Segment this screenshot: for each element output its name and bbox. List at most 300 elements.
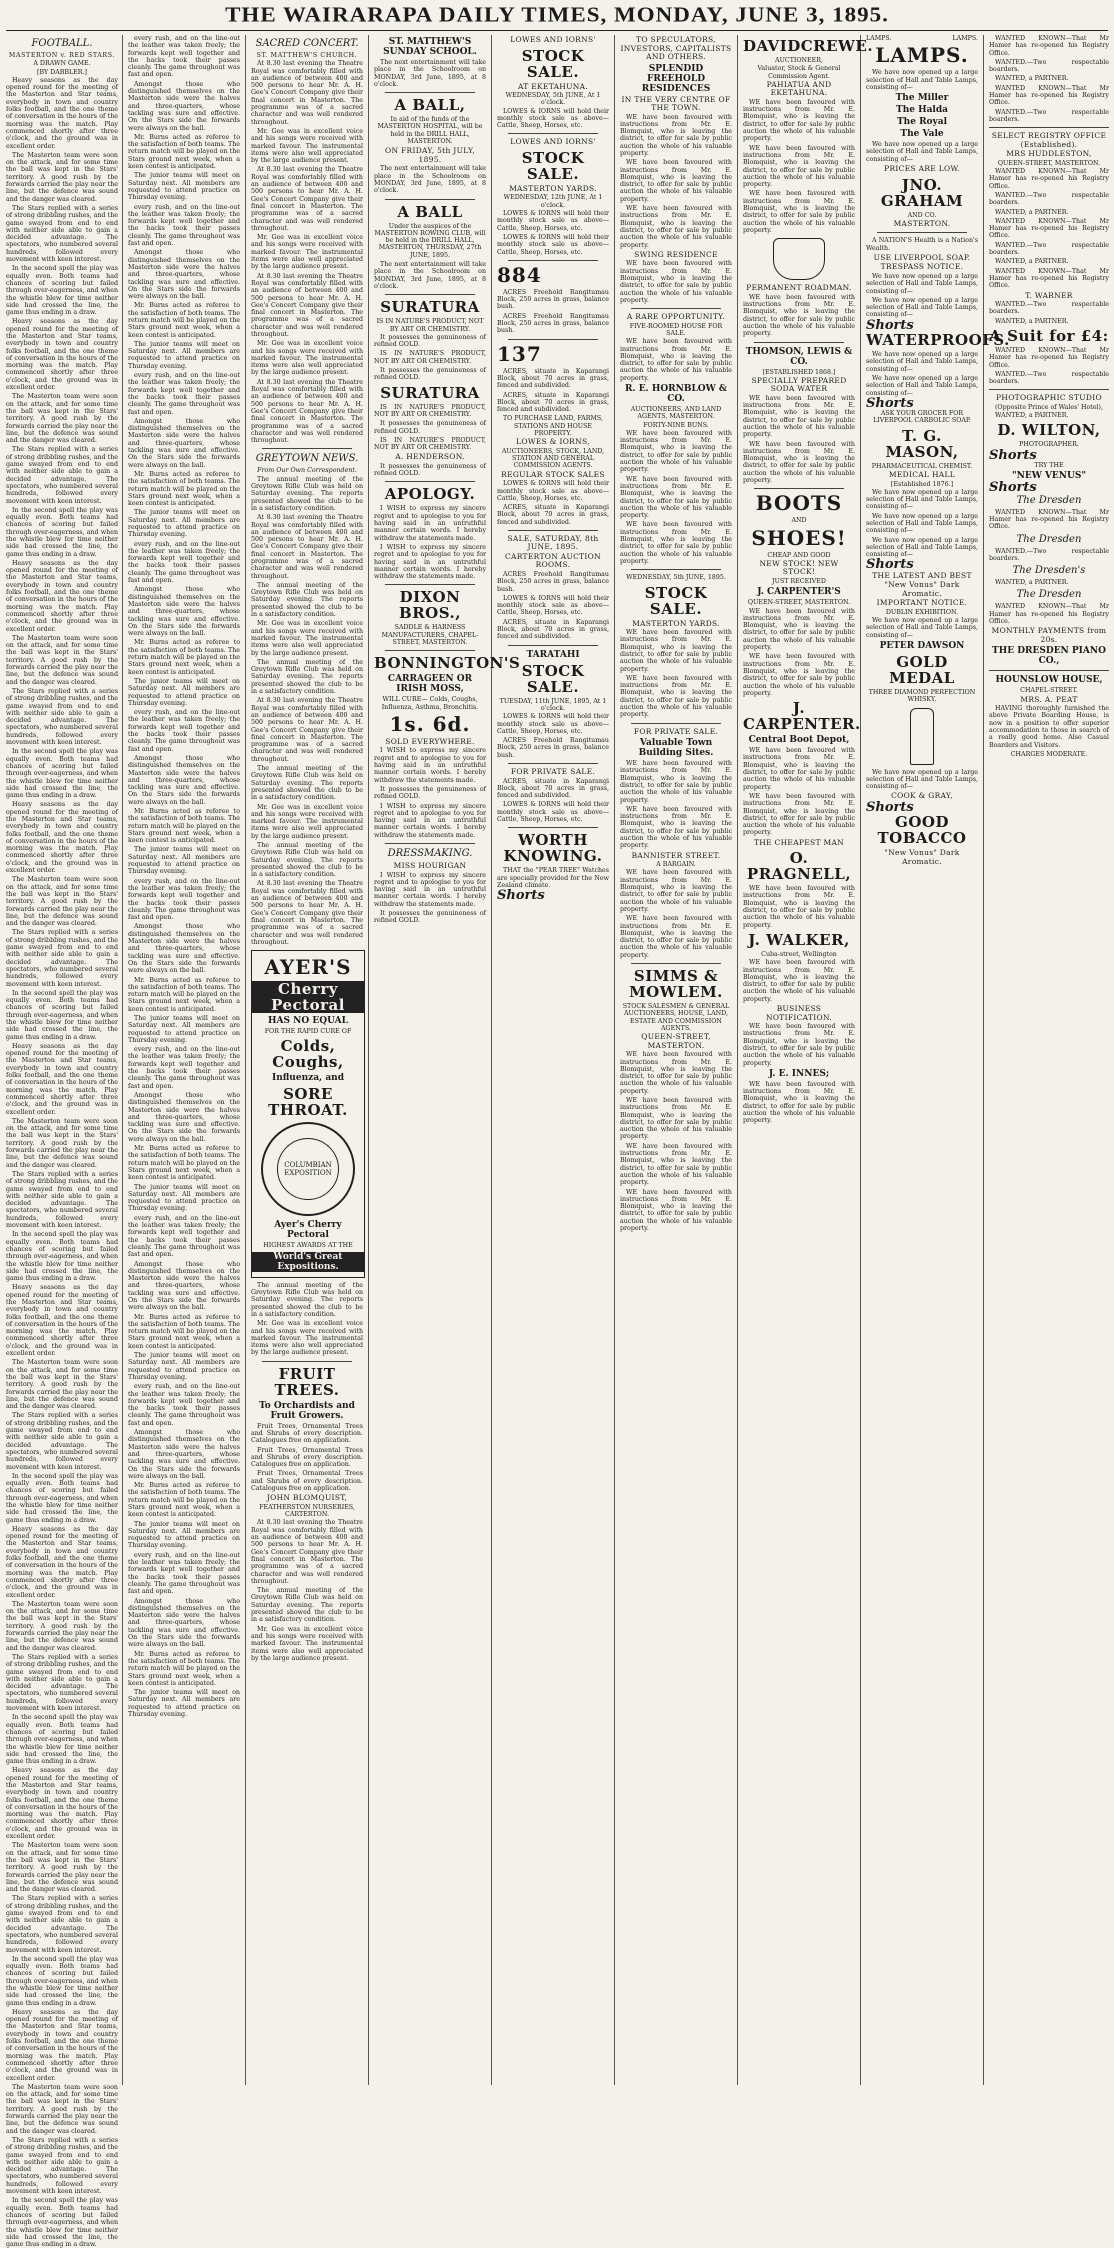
article-paragraph: It possesses the genuineness of refined GOLD. bbox=[374, 785, 486, 801]
article-paragraph: The junior teams will meet on Saturday next. All members are requested to attend practice on Thursday evening. bbox=[128, 846, 240, 876]
fruit-body: Fruit Trees, Ornamental Trees and Shrubs of every description. Catalogues free on application. bbox=[251, 1422, 363, 1445]
article-paragraph: Mr. Burns acted as referee to the satisfaction of both teams. The return match will be played on the Stars ground next week, when a keen contest is anticipated. bbox=[128, 133, 240, 171]
article-paragraph: Amongst those who distinguished themselves on the Masterton side were the halves and three-quarters, whose tackling was sure and effective. On the Stars side the forwards were always on the ball. bbox=[128, 80, 240, 132]
article-paragraph: every rush, and on the line-out the leather was taken freely; the forwards kept well together and the backs took their passes cleanly. The game throughout was fast and open. bbox=[128, 1214, 240, 1259]
soap-tag: USE LIVERPOOL SOAP. bbox=[873, 252, 971, 262]
wanted-ad: WANTED, a PARTNER. bbox=[995, 579, 1069, 587]
article-paragraph: In the second spell the play was equally even. Both teams had chances of scoring but failed through over-eagerness, and when the whistle blew for time neither side had crossed the line, the game thus ending in a draw. bbox=[6, 989, 118, 1041]
good-tobacco: GOOD TOBACCO bbox=[877, 813, 967, 848]
coat-of-arms-icon bbox=[773, 238, 825, 280]
article-paragraph: WE have been favoured with instructions from Mr. E. Blomquist, who is leaving the district, to offer for sale by public auction the whole of his valuable property. bbox=[743, 885, 855, 929]
article-paragraph: Heavy seasons as the day opened round for the meeting of the Masterton and Star teams, everybody in town and country folks football, and the one theme of conversation in the hours of the morning was the match. Play commenced shortly after three o'clock, and the ground was in excellent order. bbox=[6, 559, 118, 633]
mason-heading: T. G. MASON, bbox=[885, 426, 959, 461]
article-paragraph: Mr. Burns acted as referee to the satisfaction of both teams. The return match will be played on the Stars ground next week, when a keen contest is anticipated. bbox=[128, 1650, 240, 1687]
divider bbox=[508, 133, 598, 134]
wilton-heading: D. WILTON, bbox=[997, 421, 1101, 440]
health-body: We have now opened up a large selection of Hall and Table Lamps, consisting of— bbox=[866, 272, 978, 295]
article-paragraph: The Stars replied with a series of strong dribbling rushes, and the game swayed from end to end with neither side able to gain a decided advantage. The spectators, who numbered several hundreds, followed every movement with keen interest. bbox=[6, 1170, 118, 1230]
health-body: We have now opened up a large selection of Hall and Table Lamps, consisting of— bbox=[866, 768, 978, 791]
divider bbox=[508, 339, 598, 340]
suratura-heading: SURATURA bbox=[380, 298, 480, 317]
lamps-label: LAMPS. bbox=[952, 35, 978, 42]
graham-heading: JNO. GRAHAM bbox=[880, 175, 964, 210]
apology-body: I WISH to express my sincere regret and to apologise to you for having said in an untruthful manner certain words. I hereby withdraw the statements made. bbox=[374, 505, 486, 542]
lamp-royal: The Royal bbox=[896, 117, 948, 128]
apology-body: I WISH to express my sincere regret and to apologise to you for having said in an untruthful manner certain words. I hereby withdraw the statements made. bbox=[374, 543, 486, 581]
divider bbox=[631, 963, 721, 964]
ayer-title: AYER'S bbox=[264, 955, 352, 980]
splendid-heading: SPLENDID FREEHOLD RESIDENCES bbox=[641, 63, 711, 94]
photo-sub: (Opposite Prince of Wales' Hotel), bbox=[994, 403, 1104, 411]
article-paragraph: The annual meeting of the Greytown Rifle Club was held on Saturday evening. The reports presented showed the club to be in a satisfactory condition. bbox=[251, 765, 363, 802]
peat-body: HAVING thoroughly furnished the above Private Boarding House, is now in a position to offer superior accommodation to those in search of a really good home. Also Casual Boarders and Visitors. bbox=[989, 705, 1109, 749]
article-paragraph: The Stars replied with a series of strong dribbling rushes, and the game swayed from end to end with neither side able to gain a decided advantage. The spectators, who numbered several hundreds, followed every movement with keen interest. bbox=[6, 1412, 118, 1471]
article-paragraph: WE have been favoured with instructions from Mr. E. Blomquist, who is leaving the district, to offer for sale by public auction the whole of his valuable property. bbox=[743, 293, 855, 338]
carpenter-name: J. CARPENTER. bbox=[743, 699, 861, 734]
stock-sale-body: LOWES & IORNS will hold their monthly stock sale as above— Cattle, Sheep, Horses, etc. bbox=[497, 801, 609, 824]
health-body: We have now opened up a large selection of Hall and Table Lamps, consisting of— bbox=[866, 536, 978, 559]
article-paragraph: I WISH to express my sincere regret and to apologise to you for having said in an untruthful manner certain words. I hereby withdraw the statements made. bbox=[374, 871, 486, 908]
dressmaking-name: MISS HOURIGAN bbox=[393, 861, 467, 870]
trespass-notice: TRESPASS NOTICE. bbox=[880, 262, 964, 272]
divider bbox=[262, 448, 352, 449]
speculators-body: WE have been favoured with instructions from Mr. E. Blomquist, who is leaving the district, to offer for sale by public auction the whole of his valuable property. bbox=[620, 674, 732, 719]
stock-sale-body: ACRES Freehold Rangitumau Block, 250 acres in grass, balance bush. bbox=[497, 570, 609, 593]
article-paragraph: The junior teams will meet on Saturday next. All members are requested to attend practice on Thursday evening. bbox=[128, 1183, 240, 1213]
wanted-ad: WANTED KNOWN—That Mr Hamer has re-opened his Registry Office. bbox=[989, 346, 1109, 369]
article-paragraph: The Masterton team were soon on the attack, and for some time the ball was kept in the Stars' territory. A good rush by the forwards carried the play near the line, but the defence was sound and the danger was cleared. bbox=[6, 1359, 118, 1411]
carterton-rooms: CARTERTON AUCTION ROOMS. bbox=[504, 551, 601, 570]
article-paragraph: The junior teams will meet on Saturday next. All members are requested to attend practice on Thursday evening. bbox=[128, 509, 240, 539]
business-notification: BUSINESS NOTIFICATION. bbox=[765, 1004, 833, 1022]
stock-sale-body: ACRES, situate in Kaparangi Block, about 70 acres in grass, fenced and subdivided. bbox=[497, 504, 609, 526]
article-paragraph: The annual meeting of the Greytown Rifle Club was held on Saturday evening. The reports presented showed the club to be in a satisfactory condition. bbox=[251, 475, 363, 512]
article-paragraph: every rush, and on the line-out the leather was taken freely; the forwards kept well together and the backs took their passes cleanly. The game throughout was fast and open. bbox=[128, 709, 240, 753]
article-paragraph: The Stars replied with a series of strong dribbling rushes, and the game swayed from end to end with neither side able to gain a decided advantage. The spectators, who numbered several hundreds, followed every movement with keen interest. bbox=[6, 1895, 118, 1954]
column-5 bbox=[497, 35, 609, 2085]
article-paragraph: Amongst those who distinguished themselves on the Masterton side were the halves and three-quarters, whose tackling was sure and effective. On the Stars side the forwards were always on the ball. bbox=[128, 417, 240, 469]
ball-heading: A BALL, bbox=[394, 96, 466, 115]
speculators-body: WE have been favoured with instructions from Mr. E. Blomquist, who is leaving the district, to offer for sale by public auction the whole of his valuable property. bbox=[620, 915, 732, 959]
article-paragraph: At 8.30 last evening the Theatre Royal was comfortably filled with an audience of between 400 and 500 persons to hear Mr. A. H. Gee's Concert Company give their final concert in Masterton. The programme was of a sacred character and was well rendered throughout. bbox=[251, 880, 363, 946]
column-rule bbox=[860, 35, 861, 2085]
article-paragraph: WE have been favoured with instructions from Mr. E. Blomquist, who is leaving the district, to offer for sale by public auction the whole of his valuable property. bbox=[743, 792, 855, 837]
article-paragraph: The annual meeting of the Greytown Rifle Club was held on Saturday evening. The reports presented showed the club to be in a satisfactory condition. bbox=[251, 658, 363, 696]
fruit-heading: FRUIT TREES. bbox=[274, 1364, 340, 1399]
graham-sub: AND CO. bbox=[907, 211, 937, 219]
hornblow-sub: AUCTIONEERS, AND LAND AGENTS, MASTERTON. bbox=[630, 406, 722, 421]
speculators-body: WE have been favoured with instructions from Mr. E. Blomquist, who is leaving the district, to offer for sale by public auction the whole of his valuable property. bbox=[620, 159, 732, 203]
hounslow-heading: HOUNSLOW HOUSE, bbox=[995, 675, 1103, 686]
medical-hall: MEDICAL HALL bbox=[888, 470, 956, 480]
shorts-logo: Shorts bbox=[866, 557, 914, 573]
lamps-body: We have now opened up a large selection of Hall and Table Lamps, consisting of— bbox=[866, 141, 978, 163]
divider bbox=[508, 645, 598, 646]
article-paragraph: Mr. Gee was in excellent voice and his songs were received with marked favour. The instrumental items were also well appreciated by the large audience present. bbox=[251, 620, 363, 657]
walker-heading: J. WALKER, bbox=[748, 930, 850, 949]
latest-best: THE LATEST AND BEST bbox=[872, 570, 972, 580]
bonnington-heading: BONNINGTON'S bbox=[374, 654, 521, 673]
football-byline: [BY DABBLER.] bbox=[37, 68, 87, 76]
divider bbox=[385, 584, 475, 585]
article-paragraph: Amongst those who distinguished themselves on the Masterton side were the halves and three-quarters, whose tackling was sure and effective. On the Stars side the forwards were always on the ball. bbox=[128, 1260, 240, 1312]
dixon-sub: SADDLE & HARNESS MANUFACTURERS, CHAPEL-STREET, MASTERTON. bbox=[381, 624, 479, 647]
dixon-heading: DIXON BROS., bbox=[399, 588, 461, 623]
article-paragraph: Mr. Gee was in excellent voice and his songs were received with marked favour. The instrumental items were also well appreciated by the large audience present. bbox=[251, 1320, 363, 1357]
article-paragraph: WE have been favoured with instructions from Mr. E. Blomquist, who is leaving the district, to offer for sale by public auction the whole of his valuable property. bbox=[743, 190, 855, 234]
gold-medal: GOLD MEDAL bbox=[889, 652, 955, 687]
stock-date: WEDNESDAY, 5th JUNE, 1895. bbox=[626, 574, 726, 582]
bargain: A BARGAIN. bbox=[656, 861, 696, 869]
dresden: The Dresden bbox=[1016, 589, 1082, 601]
acres-body: ACRES Freehold Rangitumau Block, 250 acres in grass, balance bush. bbox=[497, 312, 609, 335]
dawson-heading: PETER DAWSON bbox=[879, 640, 965, 651]
boots-and: AND bbox=[791, 517, 807, 525]
article-paragraph: Heavy seasons as the day opened round for the meeting of the Masterton and Star teams, everybody in town and country folks football, and the one theme of conversation in the hours of the morning was the match. Play commenced shortly after three o'clock, and the ground was in excellent order. bbox=[6, 2008, 118, 2082]
hounslow-sub: CHAPEL-STREET. bbox=[1020, 687, 1078, 695]
divider bbox=[385, 92, 475, 93]
divider bbox=[754, 488, 844, 489]
stock-sale-heading: STOCK SALE. bbox=[521, 46, 585, 81]
article-paragraph: Heavy seasons as the day opened round for the meeting of the Masterton and Star teams, everybody in town and country folks football, and the one theme of conversation in the hours of the morning was the match. Play commenced shortly after three o'clock, and the ground was in excellent order. bbox=[6, 76, 118, 150]
sunday-school-body: The next entertainment will take place in the Schoolroom on MONDAY, 3rd June, 1895, at 8 o'clock. bbox=[374, 59, 486, 88]
speculators-body: WE have been favoured with instructions from Mr. E. Blomquist, who is leaving the district, to offer for sale by public auction the whole of his valuable property. bbox=[620, 521, 732, 565]
article-paragraph: The annual meeting of the Greytown Rifle Club was held on Saturday evening. The reports presented showed the club to be in a satisfactory condition. bbox=[251, 1281, 363, 1318]
stock-sale-body: LOWES & IORNS will hold their monthly stock sale as above— Cattle, Sheep, Horses, etc. bbox=[497, 480, 609, 502]
wanted-ad: WANTED KNOWN—That Mr Hamer has re-opened his Registry Office. bbox=[989, 217, 1109, 240]
stock-sale-body: LOWES & IORNS will hold their monthly stock sale as above— Cattle, Sheep, Horses, etc. bbox=[497, 713, 609, 735]
stock-sale-heading: STOCK SALE. bbox=[644, 583, 708, 618]
article-paragraph: Heavy seasons as the day opened round for the meeting of the Masterton and Star teams, everybody in town and country folks football, and the one theme of conversation in the hours of the morning was the match. Play commenced shortly after three o'clock, and the ground was in excellent order. bbox=[6, 1284, 118, 1358]
try-the: TRY THE bbox=[1034, 462, 1064, 470]
dresden-co: THE DRESDEN PIANO CO., bbox=[992, 646, 1106, 667]
health-body: A NATION'S Health is a Nation's Wealth. bbox=[866, 237, 978, 252]
speculators-body: WE have been favoured with instructions from Mr. E. Blomquist, who is leaving the district, to offer for sale by public auction the whole of his valuable property. bbox=[620, 805, 732, 850]
article-paragraph: Mr. Gee was in excellent voice and his songs were received with marked favour. The instrumental items were also well appreciated by the large audience present. bbox=[251, 1625, 363, 1662]
article-paragraph: WE have been favoured with instructions from Mr. E. Blomquist, who is leaving the district, to offer for sale by public auction the whole of his valuable property. bbox=[743, 98, 855, 143]
article-paragraph: Heavy seasons as the day opened round for the meeting of the Masterton and Star teams, everybody in town and country folks football, and the one theme of conversation in the hours of the morning was the match. Play commenced shortly after three o'clock, and the ground was in excellent order. bbox=[6, 1767, 118, 1841]
article-paragraph: Mr. Gee was in excellent voice and his songs were received with marked favour. The instrumental items were also well appreciated by the large audience present. bbox=[251, 340, 363, 377]
wanted-ad: WANTED, a PARTNER. bbox=[995, 75, 1069, 83]
article-paragraph: every rush, and on the line-out the leather was taken freely; the forwards kept well together and the backs took their passes cleanly. The game throughout was fast and open. bbox=[128, 203, 240, 248]
greytown-sub: From Our Own Correspondent. bbox=[257, 467, 357, 475]
article-paragraph: At 8.30 last evening the Theatre Royal was comfortably filled with an audience of between 400 and 500 persons to hear Mr. A. H. Gee's Concert Company give their final concert in Masterton. The programme was of a sacred character and was well rendered throughout. bbox=[251, 1519, 363, 1585]
stock-sale-body: ACRES Freehold Rangitumau Block, 250 acres in grass, balance bush. bbox=[497, 737, 609, 759]
wanted-ad: WANTED, a PARTNER. bbox=[995, 412, 1069, 420]
article-paragraph: In the second spell the play was equally even. Both teams had chances of scoring but failed through over-eagerness, and when the whistle blew for time neither side had crossed the line, the game thus ending in a draw. bbox=[6, 748, 118, 800]
stock-sale-heading: STOCK SALE. bbox=[521, 148, 585, 183]
article-paragraph: every rush, and on the line-out the leather was taken freely; the forwards kept well together and the backs took their passes cleanly. The game throughout was fast and open. bbox=[128, 1046, 240, 1090]
article-paragraph: Amongst those who distinguished themselves on the Masterton side were the halves and three-quarters, whose tackling was sure and effective. On the Stars side the forwards were always on the ball. bbox=[128, 586, 240, 638]
article-paragraph: In the second spell the play was equally even. Both teams had chances of scoring but failed through over-eagerness, and when the whistle blew for time neither side had crossed the line, the game thus ending in a draw. bbox=[6, 1955, 118, 2007]
masthead-rule bbox=[6, 30, 1108, 31]
bonnington-sold: SOLD EVERYWHERE. bbox=[385, 736, 475, 746]
wanted-ad: WANTED.—Two respectable boarders. bbox=[989, 547, 1109, 562]
shorts-logo: Shorts bbox=[989, 447, 1037, 463]
shorts-logo: Shorts bbox=[989, 480, 1037, 496]
article-paragraph: Mr. Gee was in excellent voice and his songs were received with marked favour. The instrumental items were also well appreciated by the large audience present. bbox=[251, 127, 363, 165]
stock-sale-date: WEDNESDAY, 12th JUNE, At 1 o'clock. bbox=[503, 194, 603, 209]
article-paragraph: The Masterton team were soon on the attack, and for some time the ball was kept in the Stars' territory. A good rush by the forwards carried the play near the line, but the defence was sound and the danger was cleared. bbox=[6, 1117, 118, 1169]
article-paragraph: I WISH to express my sincere regret and to apologise to you for having said in an untruthful manner certain words. I hereby withdraw the statements made. bbox=[374, 802, 486, 839]
dublin: DUBLIN EXHIBITION. bbox=[885, 608, 959, 616]
column-3 bbox=[251, 35, 363, 2085]
thomson-heading: THOMSON, LEWIS & CO. bbox=[745, 346, 853, 367]
column-6 bbox=[620, 35, 732, 2085]
dresden: The Dresden bbox=[1016, 533, 1082, 545]
divider bbox=[385, 481, 475, 482]
article-paragraph: Amongst those who distinguished themselves on the Masterton side were the halves and three-quarters, whose tackling was sure and effective. On the Stars side the forwards were always on the ball. bbox=[128, 923, 240, 975]
prices-low: PRICES ARE LOW. bbox=[884, 164, 960, 174]
concert-sub: ST. MATTHEW'S CHURCH. bbox=[256, 52, 358, 59]
wilton-sub: PHOTOGRAPHER. bbox=[1019, 441, 1079, 449]
lamps-heading: LAMPS. bbox=[875, 43, 969, 68]
new-venus: "NEW VENUS" bbox=[1011, 471, 1087, 482]
wanted-ad: WANTED KNOWN—That Mr Hamer has re-opened his Registry Office. bbox=[989, 168, 1109, 190]
speculators-body: WE have been favoured with instructions from Mr. E. Blomquist, who is leaving the district, to offer for sale by public auction the whole of his valuable property. bbox=[620, 629, 732, 673]
article-paragraph: The Stars replied with a series of strong dribbling rushes, and the game swayed from end to end with neither side able to gain a decided advantage. The spectators, who numbered several hundreds, followed every movement with keen interest. bbox=[6, 687, 118, 747]
simms-heading: SIMMS & MOWLEM. bbox=[629, 967, 723, 1002]
soda-heading: SPECIALLY PREPARED SODA WATER bbox=[751, 375, 847, 394]
ball2-heading: A BALL bbox=[397, 202, 463, 221]
stock-sale-body: LOWES & IORNS will hold their monthly stock sale as above— Cattle, Sheep, Horses, etc. bbox=[497, 594, 609, 617]
article-paragraph: The Masterton team were soon on the attack, and for some time the ball was kept in the Stars' territory. A good rush by the forwards carried the play near the line, but the defence was sound and the danger was cleared. bbox=[6, 1600, 118, 1652]
simms-place: QUEEN-STREET, MASTERTON. bbox=[641, 1032, 711, 1050]
hornblow-heading: R. E. HORNBLOW & CO. bbox=[624, 384, 728, 404]
important-notice: IMPORTANT NOTICE. bbox=[876, 598, 968, 608]
article-paragraph: WE have been favoured with instructions from Mr. E. Blomquist, who is leaving the district, to offer for sale by public auction the whole of his valuable property. bbox=[743, 607, 855, 652]
football-result: A DRAWN GAME. bbox=[33, 60, 91, 68]
lamps-label: LAMPS. bbox=[866, 35, 892, 42]
health-body: We have now opened up a large selection of Hall and Table Lamps, consisting of— bbox=[866, 512, 978, 535]
agent-name: A. HENDERSON. bbox=[395, 452, 465, 462]
wanted-ad: WANTED.—Two respectable boarders. bbox=[989, 58, 1109, 74]
concert-heading: SACRED CONCERT. bbox=[255, 38, 359, 49]
article-paragraph: Mr. Burns acted as referee to the satisfaction of both teams. The return match will be played on the Stars ground next week, when a keen contest is anticipated. bbox=[128, 807, 240, 845]
suratura-body: It possesses the genuineness of refined GOLD. bbox=[374, 367, 486, 382]
davidcrewe-sub2: Valuator, Stock & General Commission Agent. bbox=[757, 65, 841, 80]
stock-sale-place: AT EKETAHUNA. bbox=[517, 81, 589, 91]
speculators-body: WE have been favoured with instructions from Mr. E. Blomquist, who is leaving the district, to offer for sale by public auction the whole of his valuable property. bbox=[620, 475, 732, 520]
speculators-body: WE have been favoured with instructions from Mr. E. Blomquist, who is leaving the district, to offer for sale by public auction the whole of his valuable property. bbox=[620, 113, 732, 157]
divider bbox=[385, 294, 475, 295]
article-paragraph: At 8.30 last evening the Theatre Royal was comfortably filled with an audience of between 400 and 500 persons to hear Mr. A. H. Gee's Concert Company give their final concert in Masterton. The programme was of a sacred character and was well rendered throughout. bbox=[251, 697, 363, 763]
bottle-icon bbox=[910, 708, 934, 765]
article-paragraph: WE have been favoured with instructions from Mr. E. Blomquist, who is leaving the district, to offer for sale by public auction the whole of his valuable property. bbox=[743, 440, 855, 485]
rare-opportunity: A RARE OPPORTUNITY. bbox=[626, 312, 726, 322]
article-paragraph: Mr. Burns acted as referee to the satisfaction of both teams. The return match will be played on the Stars ground next week, when a keen contest is anticipated. bbox=[128, 1313, 240, 1350]
dresden: The Dresden's bbox=[1012, 565, 1086, 577]
column-2 bbox=[128, 35, 240, 2085]
peat-name: MRS. A. PEAT bbox=[1020, 694, 1078, 704]
speculators-body: WE have been favoured with instructions from Mr. E. Blomquist, who is leaving the district, to offer for sale by public auction the whole of his valuable property. bbox=[620, 338, 732, 382]
article-paragraph: In the second spell the play was equally even. Both teams had chances of scoring but failed through over-eagerness, and when the whistle blew for time neither side had crossed the line, the game thus ending in a draw. bbox=[6, 2197, 118, 2248]
article-paragraph: WE have been favoured with instructions from Mr. E. Blomquist, who is leaving the district, to offer for sale by public auction the whole of his valuable property. bbox=[743, 394, 855, 439]
article-paragraph: The junior teams will meet on Saturday next. All members are requested to attend practice on Thursday evening. bbox=[128, 1520, 240, 1550]
suratura-body: It possesses the genuineness of refined GOLD. bbox=[374, 462, 486, 478]
stock-sale-firm: LOWES AND IORNS' bbox=[510, 137, 596, 147]
article-paragraph: The Stars replied with a series of strong dribbling rushes, and the game swayed from end to end with neither side able to gain a decided advantage. The spectators, who numbered several hundreds, followed every movement with keen interest. bbox=[6, 1653, 118, 1713]
ball2-body: Under the auspices of the MASTERTON ROWING CLUB, will be held in the DRILL HALL, MASTERTON, THURSDAY, 27th JUNE, 1895. bbox=[374, 222, 486, 259]
ask-grocer: ASK YOUR GROCER FOR LIVERPOOL CARBOLIC SOAP. bbox=[873, 410, 971, 425]
health-body: We have now opened up a large selection of Hall and Table Lamps, consisting of— bbox=[866, 488, 978, 511]
article-paragraph: Mr. Burns acted as referee to the satisfaction of both teams. The return match will be played on the Stars ground next week, when a keen contest is anticipated. bbox=[128, 1145, 240, 1182]
davidcrewe-heading: DAVIDCREWE. bbox=[743, 37, 874, 55]
fruit-body: Fruit Trees, Ornamental Trees and Shrubs of every description. Catalogues free on application. bbox=[251, 1446, 363, 1469]
article-paragraph: The annual meeting of the Greytown Rifle Club was held on Saturday evening. The reports presented showed the club to be in a satisfactory condition. bbox=[251, 1587, 363, 1624]
article-paragraph: WE have been favoured with instructions from Mr. E. Blomquist, who is leaving the district, to offer for sale by public auction the whole of his valuable property. bbox=[743, 1080, 855, 1125]
dressmaking-heading: DRESSMAKING. bbox=[387, 848, 473, 859]
column-rule bbox=[368, 35, 369, 2085]
divider bbox=[631, 723, 721, 724]
health-body: We have now opened up a large selection of Hall and Table Lamps, consisting of— bbox=[866, 351, 978, 373]
suratura-body: It possesses the genuineness of refined GOLD. bbox=[374, 333, 486, 349]
column-rule bbox=[614, 35, 615, 2085]
divider bbox=[508, 530, 598, 531]
just-received: JUST RECEIVED bbox=[772, 577, 826, 585]
private-heading: FOR PRIVATE SALE. bbox=[633, 726, 719, 736]
firm-sub: AUCTIONEERS, STOCK, LAND, STATION AND GENERAL COMMISSION AGENTS. bbox=[501, 447, 605, 470]
speculators-body: WE have been favoured with instructions from Mr. E. Blomquist, who is leaving the district, to offer for sale by public auction the whole of his valuable property. bbox=[620, 869, 732, 913]
speculators-body: WE have been favoured with instructions from Mr. E. Blomquist, who is leaving the district, to offer for sale by public auction the whole of his valuable property. bbox=[620, 260, 732, 304]
farm-body: ACRES, situate in Kaparangi Block, about 70 acres in grass, fenced and subdivided. bbox=[497, 367, 609, 390]
article-paragraph: every rush, and on the line-out the leather was taken freely; the forwards kept well together and the backs took their passes cleanly. The game throughout was fast and open. bbox=[128, 877, 240, 922]
ayer-tagline: HAS NO EQUAL bbox=[268, 1016, 348, 1027]
divider bbox=[631, 569, 721, 570]
wanted-ad: WANTED KNOWN—That Mr Hamer has re-opened his Registry Office. bbox=[989, 508, 1109, 531]
fruit-sub: To Orchardists and Fruit Growers. bbox=[259, 1400, 355, 1421]
private-sale-heading: FOR PRIVATE SALE. bbox=[510, 767, 596, 777]
stock-sale-place: MASTERTON YARDS. bbox=[509, 183, 597, 193]
article-paragraph: WE have been favoured with instructions from Mr. E. Blomquist, who is leaving the district, to offer for sale by public auction the whole of his valuable property. bbox=[743, 747, 855, 791]
article-paragraph: The Masterton team were soon on the attack, and for some time the ball was kept in the Stars' territory. A good rush by the forwards carried the play near the line, but the defence was sound and the danger was cleared. bbox=[6, 393, 118, 445]
article-paragraph: every rush, and on the line-out the leather was taken freely; the forwards kept well together and the backs took their passes cleanly. The game throughout was fast and open. bbox=[128, 540, 240, 585]
article-paragraph: The annual meeting of the Greytown Rifle Club was held on Saturday evening. The reports presented showed the club to be in a satisfactory condition. bbox=[251, 841, 363, 879]
regular-sales: REGULAR STOCK SALES bbox=[501, 469, 605, 479]
ayer-advert bbox=[251, 950, 365, 1278]
article-paragraph: Mr. Burns acted as referee to the satisfaction of both teams. The return match will be played on the Stars ground next week, when a keen contest is anticipated. bbox=[128, 639, 240, 676]
wanted-ad: WANTED KNOWN—That Mr Hamer has re-opened his Registry Office. bbox=[989, 35, 1109, 57]
wanted-ad: WANTED KNOWN—That Mr Hamer has re-opened his Registry Office. bbox=[989, 603, 1109, 626]
mason-sub: PHARMACEUTICAL CHEMIST. bbox=[871, 462, 973, 470]
mrs-huddleston: MRS HUDDLESTON, bbox=[1006, 149, 1092, 159]
divider bbox=[508, 827, 598, 828]
stock-sale-body: LOWES & IORNS will hold their monthly stock sale as above— Cattle, Sheep, Horses, etc. bbox=[497, 210, 609, 232]
carpenter-street: QUEEN-STREET, MASTERTON. bbox=[747, 599, 851, 607]
column-rule bbox=[122, 35, 123, 2085]
walker-sub: Cuba-street, Wellington bbox=[761, 950, 837, 958]
article-paragraph: Amongst those who distinguished themselves on the Masterton side were the halves and three-quarters, whose tackling was sure and effective. On the Stars side the forwards were always on the ball. bbox=[128, 1429, 240, 1480]
swing-residence: SWING RESIDENCE bbox=[634, 249, 718, 259]
firm-name: LOWES & IORNS, bbox=[516, 437, 590, 447]
article-paragraph: The junior teams will meet on Saturday next. All members are requested to attend practice on Thursday evening. bbox=[128, 1689, 240, 1719]
thomson-est: [ESTABLISHED 1868.] bbox=[762, 368, 836, 376]
suratura-body: IS IN NATURE'S PRODUCT, NOT BY ART OR CHEMISTRY. bbox=[374, 436, 486, 452]
acres-number: 884 bbox=[497, 262, 542, 287]
new-stock: NEW STOCK! NEW STOCK! bbox=[759, 558, 839, 577]
suratura-body: It possesses the genuineness of refined GOLD. bbox=[374, 420, 486, 435]
lamp-vale: The Vale bbox=[900, 129, 944, 140]
established: [Established 1876.] bbox=[890, 480, 954, 488]
ball-body: The next entertainment will take place in the Schoolroom on MONDAY, 3rd June, 1895, at 8 o'clock. bbox=[374, 165, 486, 195]
davidcrewe-place: PAHIATUA AND EKETAHUNA. bbox=[766, 79, 832, 98]
divider bbox=[385, 650, 475, 651]
article-paragraph: every rush, and on the line-out the leather was taken freely; the forwards kept well together and the backs took their passes cleanly. The game throughout was fast and open. bbox=[128, 372, 240, 416]
dresden: The Dresden bbox=[1016, 494, 1082, 506]
graham-place: MASTERTON. bbox=[893, 218, 951, 228]
divider bbox=[877, 232, 967, 233]
bonnington-cures: WILL CURE— Colds, Coughs, Influenza, Asthma, Bronchitis. bbox=[381, 696, 479, 711]
column-7 bbox=[743, 35, 874, 2085]
divider bbox=[989, 127, 1109, 128]
new-venus-dark: "New Vonus" Dark Aromatic. bbox=[884, 580, 960, 598]
ayer-ailments2: Influenza, and bbox=[272, 1073, 344, 1084]
farm-body: ACRES, situate in Kaparangi Block, about 70 acres in grass, fenced and subdivided. bbox=[497, 391, 609, 414]
article-paragraph: every rush, and on the line-out the leather was taken freely; the forwards kept well together and the backs took their passes cleanly. The game throughout was fast and open. bbox=[128, 35, 240, 79]
stock-sale-body: LOWES & IORNS will hold their monthly stock sale as above— Cattle, Sheep, Horses, etc. bbox=[497, 107, 609, 130]
article-paragraph: Mr. Burns acted as referee to the satisfaction of both teams. The return match will be played on the Stars ground next week, when a keen contest is anticipated. bbox=[128, 976, 240, 1013]
shorts-logo: Shorts bbox=[866, 317, 914, 333]
taratahi-heading: TARATAHI bbox=[526, 649, 580, 660]
article-paragraph: Heavy seasons as the day opened round for the meeting of the Masterton and Star teams, everybody in town and country folks football, and the one theme of conversation in the hours of the morning was the match. Play commenced shortly after three o'clock, and the ground was in excellent order. bbox=[6, 1525, 118, 1599]
article-paragraph: WE have been favoured with instructions from Mr. E. Blomquist, who is leaving the district, to offer for sale by public auction the whole of his valuable property. bbox=[743, 653, 855, 697]
warner: T. WARNER bbox=[1025, 290, 1073, 300]
article-paragraph: Heavy seasons as the day opened round for the meeting of the Masterton and Star teams, everybody in town and country folks football, and the one theme of conversation in the hours of the morning was the match. Play commenced shortly after three o'clock, and the ground was in excellent order. bbox=[6, 1042, 118, 1116]
article-paragraph: The Masterton team were soon on the attack, and for some time the ball was kept in the Stars' territory. A good rush by the forwards carried the play near the line, but the defence was sound and the danger was cleared. bbox=[6, 876, 118, 928]
article-paragraph: The Stars replied with a series of strong dribbling rushes, and the game swayed from end to end with neither side able to gain a decided advantage. The spectators, who numbered several hundreds, followed every movement with keen interest. bbox=[6, 2136, 118, 2196]
waterproofs-heading: WATERPROOFS. bbox=[866, 331, 1010, 350]
article-paragraph: The junior teams will meet on Saturday next. All members are requested to attend practice on Thursday evening. bbox=[128, 340, 240, 370]
divider bbox=[385, 843, 475, 844]
article-paragraph: I WISH to express my sincere regret and to apologise to you for having said in an untruthful manner certain words. I hereby withdraw the statements made. bbox=[374, 747, 486, 784]
pragnell-heading: O. PRAGNELL, bbox=[746, 849, 852, 884]
column-9 bbox=[989, 35, 1109, 2085]
photo-studio: PHOTOGRAPHIC STUDIO bbox=[996, 393, 1102, 403]
article-paragraph: Heavy seasons as the day opened round for the meeting of the Masterton and Star teams, everybody in town and country folks football, and the one theme of conversation in the hours of the morning was the match. Play commenced shortly after three o'clock, and the ground was in excellent order. bbox=[6, 318, 118, 392]
article-paragraph: The junior teams will meet on Saturday next. All members are requested to attend practice on Thursday evening. bbox=[128, 1015, 240, 1044]
divider bbox=[262, 1361, 352, 1362]
article-paragraph: WE have been favoured with instructions from Mr. E. Blomquist, who is leaving the district, to offer for sale by public auction the whole of his valuable property. bbox=[743, 959, 855, 1003]
article-paragraph: The annual meeting of the Greytown Rifle Club was held on Saturday evening. The reports presented showed the club to be in a satisfactory condition. bbox=[251, 581, 363, 619]
health-body: We have now opened up a large selection of Hall and Table Lamps, consisting of— bbox=[866, 617, 978, 639]
suit-four: A Suit for £4: bbox=[989, 326, 1109, 345]
ayer-bottom-tag: HIGHEST AWARDS AT THE bbox=[263, 1242, 353, 1250]
peat-sig: CHARGES MODERATE. bbox=[1010, 750, 1088, 758]
football-article-continued bbox=[128, 35, 240, 1718]
article-paragraph: Amongst those who distinguished themselves on the Masterton side were the halves and three-quarters, whose tackling was sure and effective. On the Stars side the forwards were always on the ball. bbox=[128, 1597, 240, 1649]
exposition-seal-icon bbox=[261, 1122, 355, 1216]
article-paragraph: Heavy seasons as the day opened round for the meeting of the Masterton and Star teams, everybody in town and country folks football, and the one theme of conversation in the hours of the morning was the match. Play commenced shortly after three o'clock, and the ground was in excellent order. bbox=[6, 801, 118, 875]
worth-knowing-body: THAT the "PEAR TREE" Watches are specially provided for the New Zealand climate. bbox=[497, 867, 609, 889]
simms-sub: STOCK SALESMEN & GENERAL AUCTIONEERS, HOUSE, LAND, ESTATE AND COMMISSION AGENTS. bbox=[622, 1003, 730, 1032]
land-list: TO PURCHASE LAND, FARMS, STATIONS AND HOUSE PROPERTY. bbox=[502, 415, 604, 438]
shorts-logo: Shorts bbox=[866, 395, 914, 411]
building-sites: Valuable Town Building Sites. bbox=[638, 738, 714, 759]
article-paragraph: WE have been favoured with instructions from Mr. E. Blomquist, who is leaving the district, to offer for sale by public auction the whole of his valuable property. bbox=[743, 1023, 855, 1067]
article-paragraph: In the second spell the play was equally even. Both teams had chances of scoring but failed through over-eagerness, and when the whistle blew for time neither side had crossed the line, the game thus ending in a draw. bbox=[6, 1231, 118, 1283]
article-paragraph: The Masterton team were soon on the attack, and for some time the ball was kept in the Stars' territory. A good rush by the forwards carried the play near the line, but the defence was sound and the danger was cleared. bbox=[6, 151, 118, 203]
fruit-place: FEATHERSTON NURSERIES, CARTERTON. bbox=[259, 1503, 355, 1519]
shoes-heading: SHOES! bbox=[751, 525, 847, 550]
speculators-body: WE have been favoured with instructions from Mr. E. Blomquist, who is leaving the district, to offer for sale by public auction the whole of his valuable property. bbox=[620, 205, 732, 249]
wanted-ad: WANTED.—Two respectable boarders. bbox=[989, 241, 1109, 257]
football-heading: FOOTBALL. bbox=[31, 38, 93, 49]
article-paragraph: Amongst those who distinguished themselves on the Masterton side were the halves and three-quarters, whose tackling was sure and effective. On the Stars side the forwards were always on the ball. bbox=[128, 249, 240, 301]
article-paragraph: Mr. Burns acted as referee to the satisfaction of both teams. The return match will be played on the Stars ground next week, when a keen contest is anticipated. bbox=[128, 470, 240, 508]
divider bbox=[989, 389, 1109, 390]
sunday-school-heading: ST. MATTHEW'S SUNDAY SCHOOL. bbox=[383, 37, 477, 57]
wanted-ad: WANTED.—Two respectable boarders. bbox=[989, 191, 1109, 207]
